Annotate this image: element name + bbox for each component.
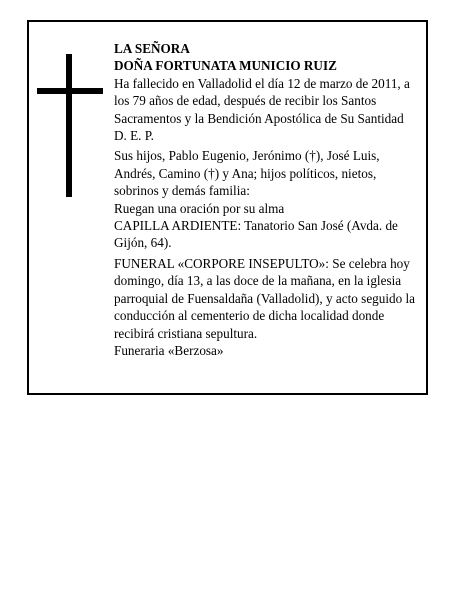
death-announcement: Ha fallecido en Valladolid el día 12 de marzo de 2011, a los 79 años de edad, después de recibir los Santos Sacramentos y la Bendición Apostólica de Su Santidad D. E. P.: [114, 75, 410, 144]
wake-location: CAPILLA ARDIENTE: Tanatorio San José (Avda. de Gijón, 64).: [114, 218, 398, 251]
obituary-text: [114, 40, 416, 359]
notice-title-line-1: LA SEÑORA: [114, 41, 190, 56]
funeral-details: FUNERAL «CORPORE INSEPULTO»: Se celebra hoy domingo, día 13, a las doce de la mañana, en la iglesia parroquial de Fuensaldaña (Valladolid), y acto seguido la conducción al cementerio de dicha localidad donde recibirá cristiana sepultura.: [114, 255, 416, 341]
cross-icon: [37, 54, 103, 197]
family-list: Sus hijos, Pablo Eugenio, Jerónimo (†), José Luis, Andrés, Camino (†) y Ana; hijos políticos, nietos, sobrinos y demás familia:: [114, 148, 380, 199]
cross-vertical-bar: [66, 54, 72, 197]
prayer-request: Ruegan una oración por su alma: [114, 200, 285, 216]
funeral-home: Funeraria «Berzosa»: [114, 342, 224, 358]
cross-horizontal-bar: [37, 88, 103, 94]
deceased-name: DOÑA FORTUNATA MUNICIO RUIZ: [114, 58, 337, 74]
